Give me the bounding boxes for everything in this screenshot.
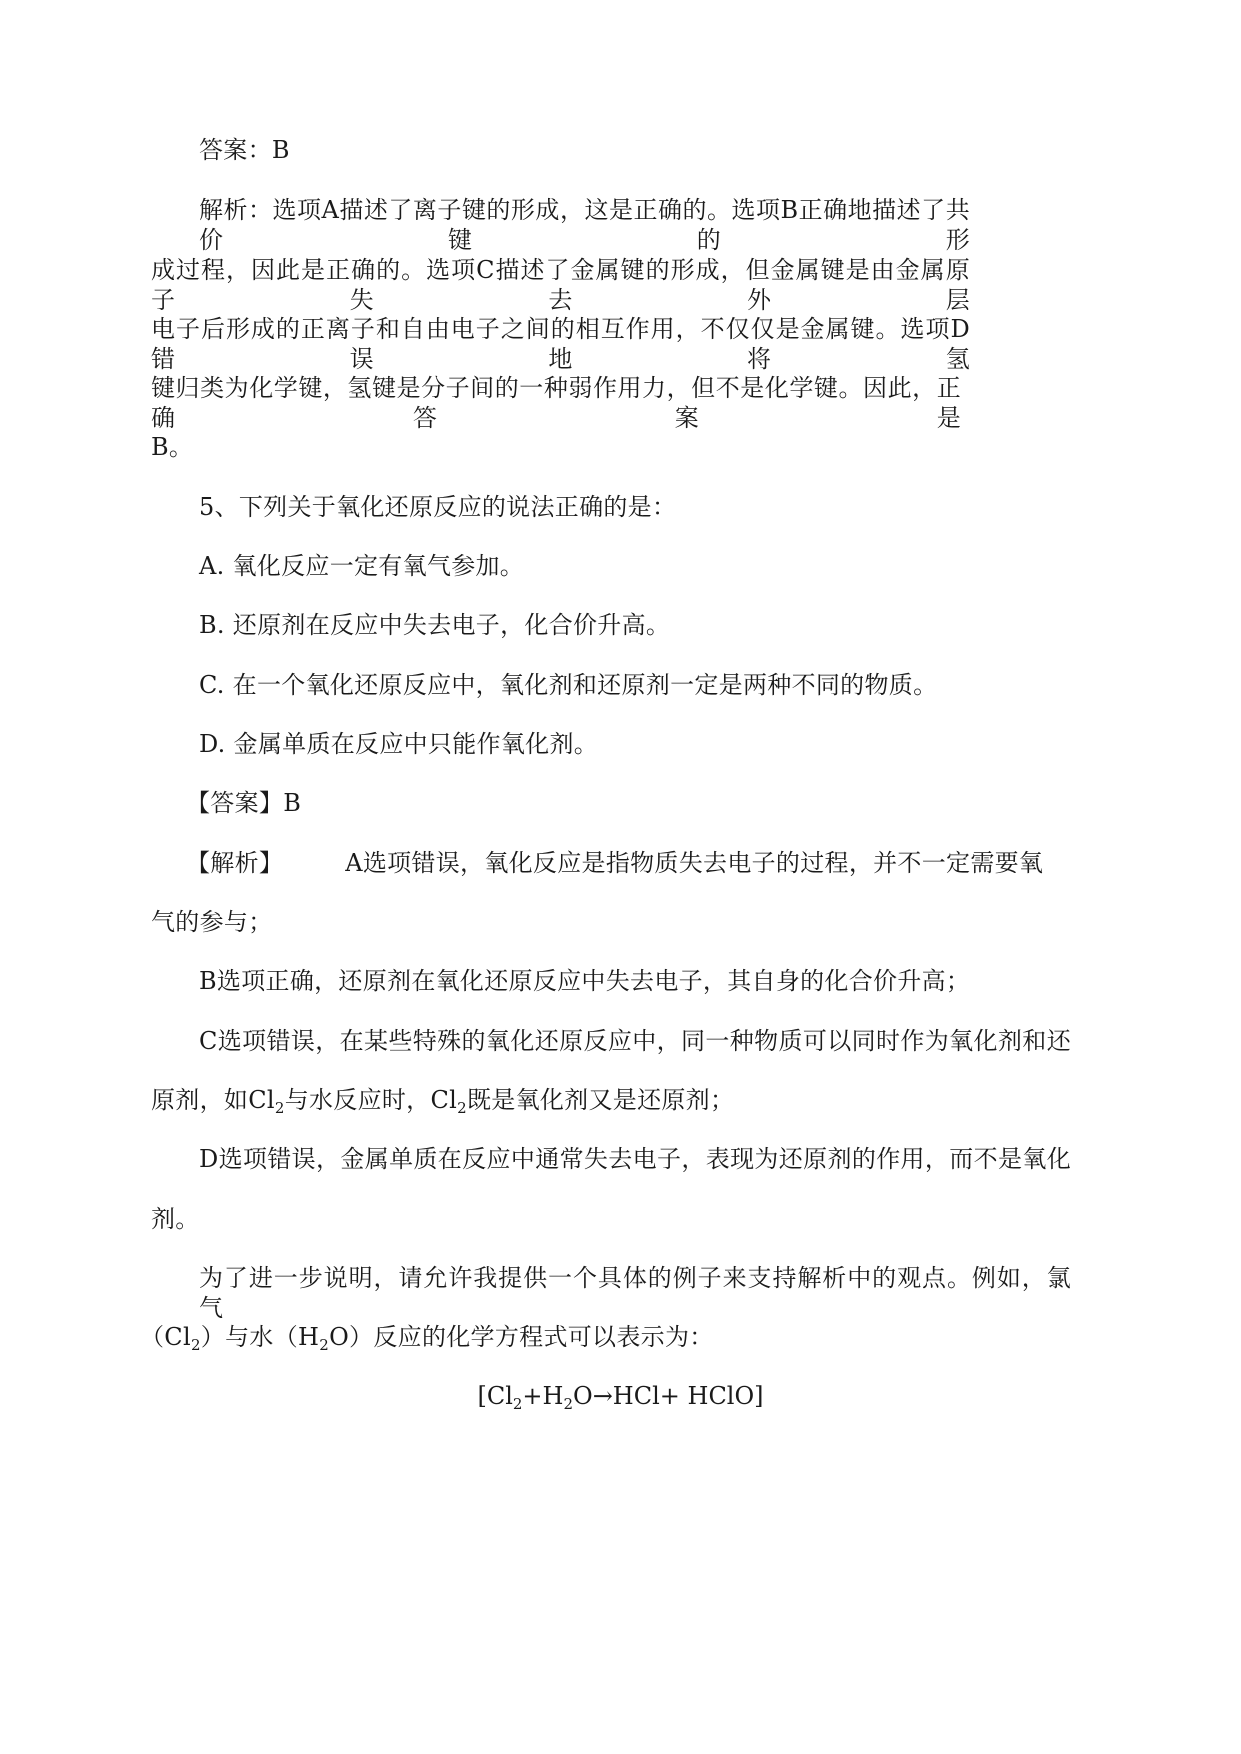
equation-part-c: O→HCl+ HClO] [573, 1382, 764, 1410]
analysis-q4-line-5: B。 [151, 433, 194, 461]
subscript-2: 2 [190, 1336, 201, 1354]
equation-part-b: +H [522, 1382, 564, 1410]
subscript-2: 2 [457, 1099, 467, 1117]
equation-part-a: [Cl [477, 1382, 513, 1410]
question-5-option-b: B. 还原剂在反应中失去电子，化合价升高。 [199, 611, 671, 639]
analysis-label: 【解析】 [186, 849, 284, 877]
example-text-b: ）与水（H [200, 1323, 320, 1351]
example-line-1: 为了进一步说明，请允许我提供一个具体的例子来支持解析中的观点。例如，氯气 [199, 1264, 1071, 1322]
question-5-analysis-c-line-1: C选项错误，在某些特殊的氧化还原反应中，同一种物质可以同时作为氧化剂和还 [199, 1027, 1071, 1055]
analysis-c-text-b: 与水反应时，Cl [284, 1086, 458, 1114]
question-5-analysis-a-line-2: 气的参与； [151, 908, 273, 936]
question-5-option-c: C. 在一个氧化还原反应中，氧化剂和还原剂一定是两种不同的物质。 [199, 671, 938, 699]
example-text-a: （Cl [140, 1323, 191, 1351]
chemical-equation [0, 1381, 1241, 1411]
example-text-c: O）反应的化学方程式可以表示为： [329, 1323, 714, 1351]
analysis-q4-line-1: 解析：选项A描述了离子键的形成，这是正确的。选项B正确地描述了共价键的形 [199, 196, 970, 254]
subscript-2: 2 [274, 1099, 285, 1117]
question-5-analysis-a-line-1 [186, 848, 1071, 878]
subscript-2: 2 [319, 1336, 330, 1354]
question-5-analysis-d-line-1: D选项错误，金属单质在反应中通常失去电子，表现为还原剂的作用，而不是氧化 [199, 1145, 1071, 1173]
question-5-option-a: A. 氧化反应一定有氧气参加。 [199, 552, 525, 580]
question-5-option-d: D. 金属单质在反应中只能作氧化剂。 [199, 730, 599, 758]
question-5-answer: 【答案】B [186, 789, 302, 817]
subscript-2: 2 [563, 1395, 574, 1413]
analysis-c-text-a: 原剂，如Cl [151, 1086, 275, 1114]
question-5-stem: 5、下列关于氧化还原反应的说法正确的是： [199, 493, 677, 521]
analysis-q4-line-2: 成过程，因此是正确的。选项C描述了金属键的形成，但金属键是由金属原子失去外层 [151, 256, 970, 314]
analysis-a-text: A选项错误，氧化反应是指物质失去电子的过程，并不一定需要氧 [345, 849, 1044, 877]
analysis-c-text-c: 既是氧化剂又是还原剂； [466, 1086, 735, 1114]
analysis-q4-line-4: 键归类为化学键，氢键是分子间的一种弱作用力，但不是化学键。因此，正确答案是 [151, 374, 961, 432]
question-5-analysis-c-line-2 [151, 1085, 1091, 1115]
analysis-q4-line-3: 电子后形成的正离子和自由电子之间的相互作用，不仅仅是金属键。选项D错误地将氢 [151, 315, 970, 373]
subscript-2: 2 [512, 1395, 523, 1413]
answer-q4: 答案：B [199, 136, 290, 164]
question-5-analysis-b: B选项正确，还原剂在氧化还原反应中失去电子，其自身的化合价升高； [199, 967, 971, 995]
question-5-analysis-d-line-2: 剂。 [151, 1205, 200, 1233]
example-line-2 [140, 1322, 1080, 1352]
